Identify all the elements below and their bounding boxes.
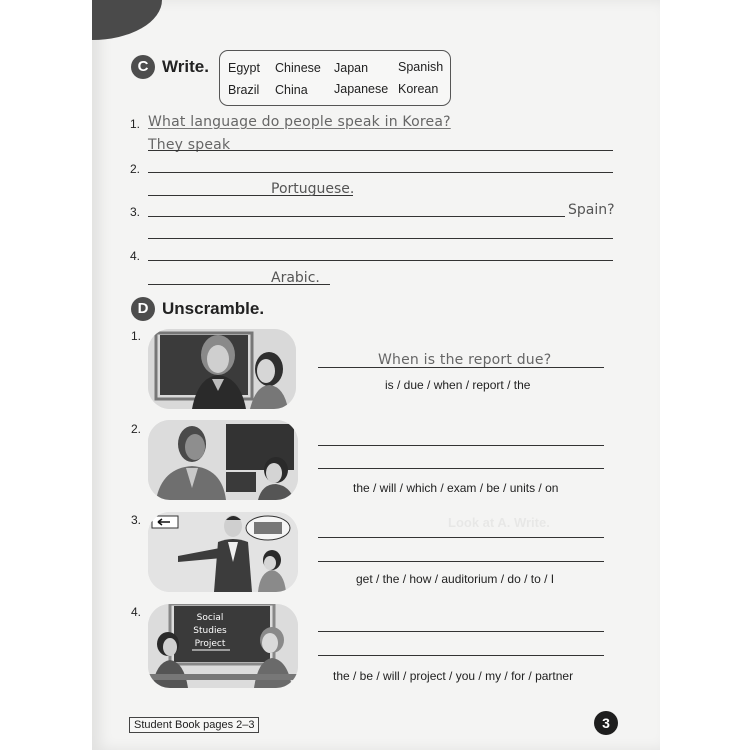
word-bank-item: Chinese: [275, 61, 321, 75]
handwritten-question: What language do people speak in Korea?: [148, 114, 451, 130]
item-number: 4.: [130, 249, 141, 263]
item-number: 4.: [131, 605, 142, 619]
item-number: 3.: [131, 513, 142, 527]
writing-line: [318, 655, 604, 656]
writing-line: [148, 150, 613, 151]
word-bank: [219, 50, 451, 106]
printed-fill-word: Portuguese.: [271, 181, 355, 197]
illustration-students-at-board: [148, 604, 298, 688]
word-bank-item: Korean: [398, 82, 439, 96]
word-bank-item: Japan: [334, 61, 369, 75]
section-d-title: Unscramble.: [162, 299, 265, 318]
scrambled-words: the / will / which / exam / be / units / on: [353, 481, 559, 495]
page-number: 3: [594, 711, 618, 735]
item-number: 1.: [130, 117, 141, 131]
board-text-line: Social: [196, 613, 224, 623]
scrambled-words: is / due / when / report / the: [385, 378, 531, 392]
section-c-badge: C: [131, 55, 155, 79]
printed-end-word: Spain?: [568, 202, 615, 218]
word-bank-item: Egypt: [228, 61, 260, 75]
scrambled-words: the / be / will / project / you / my / for / partner: [333, 669, 574, 683]
item-number: 1.: [131, 329, 142, 343]
writing-line: [148, 238, 613, 239]
writing-line: [318, 537, 604, 538]
word-bank-item: Brazil: [228, 83, 260, 97]
illustration-teacher-and-student: [148, 329, 296, 409]
writing-line: [148, 172, 613, 173]
scrambled-words: get / the / how / auditorium / do / to / I: [356, 572, 555, 586]
word-bank-item: Japanese: [334, 82, 389, 96]
writing-line: [148, 216, 565, 217]
handwritten-answer-start: They speak: [148, 137, 231, 153]
illustration-teacher-and-boy: [148, 420, 298, 500]
section-d-badge: D: [131, 297, 155, 321]
writing-line: [148, 260, 613, 261]
board-text-line: Studies: [193, 626, 227, 636]
writing-line: [318, 561, 604, 562]
item-number: 3.: [130, 205, 141, 219]
writing-line: [318, 445, 604, 446]
word-bank-item: China: [275, 83, 308, 97]
item-number: 2.: [131, 422, 142, 436]
writing-line: [318, 468, 604, 469]
student-book-pages-label: Student Book pages 2–3: [129, 717, 259, 733]
board-text-line: Project: [194, 639, 226, 649]
handwritten-unscrambled-answer: When is the report due?: [378, 352, 552, 368]
printed-fill-word: Arabic.: [271, 270, 320, 286]
item-number: 2.: [130, 162, 141, 176]
word-bank-item: Spanish: [398, 60, 444, 74]
show-through-text: Look at A. Write.: [448, 515, 550, 530]
writing-line: [318, 367, 604, 368]
section-c-title: Write.: [162, 57, 209, 76]
writing-line: [318, 631, 604, 632]
illustration-man-pointing: [148, 512, 298, 592]
